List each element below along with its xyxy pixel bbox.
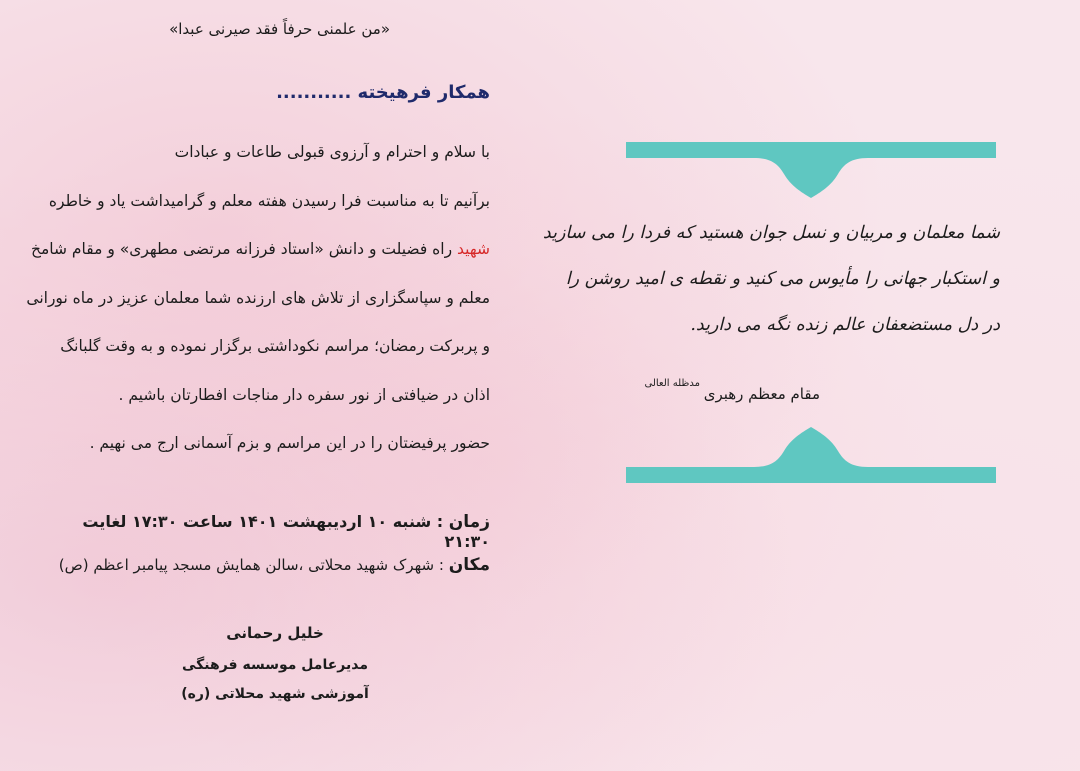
invitation-body: [26, 128, 490, 468]
leader-quote: [542, 210, 1000, 348]
signature-role-line2: آموزشی شهید محلاتی (ره): [181, 686, 369, 702]
shahid-highlight: شهید: [457, 240, 490, 258]
motto-text: «من علمنی حرفاً فقد صیرنی عبدا»: [169, 20, 390, 38]
time-label: زمان: [448, 512, 490, 532]
time-value: : شنبه ۱۰ اردیبهشت ۱۴۰۱ ساعت ۱۷:۳۰ لغایت ۲۱:۳۰: [82, 512, 490, 551]
band-top-shape: [626, 142, 996, 198]
decorative-band-bottom: [626, 425, 996, 485]
body-line: [30, 225, 490, 274]
attribution-suffix: مدظله العالی: [644, 378, 700, 389]
event-place: [40, 555, 490, 575]
body-line: برآنیم تا به مناسبت فرا رسیدن هفته معلم و گرامیداشت یاد و خاطره: [48, 191, 490, 210]
decorative-band-top: [626, 140, 996, 200]
body-line: با سلام و احترام و آرزوی قبولی طاعات و عبادات: [174, 143, 490, 161]
signature-name: خلیل رحمانی: [226, 624, 324, 642]
body-line: حضور پرفیضتان را در این مراسم و بزم آسمانی ارج می نهیم .: [89, 434, 490, 452]
body-line: اذان در ضیافتی از نور سفره دار مناجات افطارتان باشیم .: [118, 385, 490, 404]
quote-line: در دل مستضعفان عالم زنده نگه می دارید.: [690, 315, 1000, 335]
body-line: معلم و سپاسگزاری از تلاش های ارزنده شما معلمان عزیز در ماه نورانی: [26, 288, 490, 307]
place-value: : شهرک شهید محلاتی ،سالن همایش مسجد پیامبر اعظم (ص): [58, 556, 444, 574]
band-bottom-shape: [626, 427, 996, 483]
signature-role-line1: مدیرعامل موسسه فرهنگی: [181, 657, 368, 673]
quote-attribution: مقام معظم رهبری: [703, 385, 820, 403]
body-line-text: راه فضیلت و دانش «استاد فرزانه مرتضی مطهری» و مقام شامخ: [30, 240, 453, 258]
quote-line: شما معلمان و مربیان و نسل جوان هستید که فردا را می سازید: [542, 223, 1000, 243]
event-time: [60, 512, 490, 551]
body-line: و پربرکت رمضان؛ مراسم نکوداشتی برگزار نموده و به وقت گلبانگ: [60, 337, 490, 355]
place-label: مکان: [448, 555, 490, 575]
salutation-heading: همکار فرهیخته ...........: [276, 82, 490, 103]
quote-line: و استکبار جهانی را مأیوس می کنید و نقطه ی امید روشن را: [565, 269, 1000, 289]
